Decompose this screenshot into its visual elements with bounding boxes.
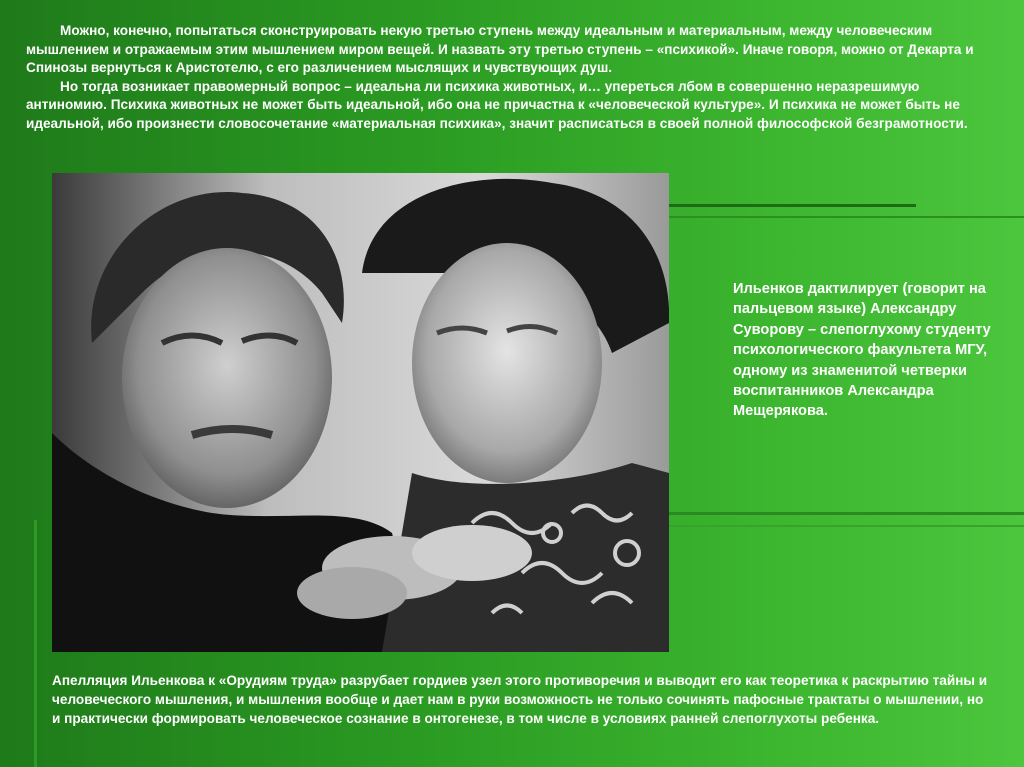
paragraph-2: Но тогда возникает правомерный вопрос – идеальна ли психика животных, и… упереться лбом в совершенно неразрешимую антиномию. Психика животных не может быть идеальной, ибо она не причастна к «человеческой культуре». И психика не может быть не идеальной, ибо произнести словосочетание «материальная психика», значит расписаться в своей полной философской безграмотности. <box>26 78 968 131</box>
photo-caption: Ильенков дактилирует (говорит на пальцевом языке) Александру Суворову – слепоглухому студенту психологического факультета МГУ, одному из знаменитой четверки воспитанников Александра Мещерякова. <box>733 281 991 420</box>
photo <box>52 173 669 652</box>
intro-text <box>26 22 986 134</box>
decor-stripe <box>668 525 1024 527</box>
paragraph-1: Можно, конечно, попытаться сконструировать некую третью ступень между идеальным и материальным, между человеческим мышлением и отражаемым этим мышлением миром вещей. И назвать эту третью ступень – «психикой». Иначе говоря, можно от Декарта и Спинозы вернуться к Аристотелю, с его различением мыслящих и чувствующих душ. <box>26 23 974 76</box>
decor-stripe <box>668 216 1024 218</box>
photo-illustration <box>52 173 669 652</box>
decor-stripe <box>668 204 916 207</box>
decor-stripe <box>668 512 1024 515</box>
conclusion-text: Апелляция Ильенкова к «Орудиям труда» разрубает гордиев узел этого противоречия и выводит его как теоретика к раскрытию тайны и человеческого мышления, и мышления вообще и дает нам в руки возможность не только сочинять пафосные трактаты о мышлении, но и практически формировать человеческое сознание в онтогенезе, в том числе в условиях ранней слепоглухоты ребенка. <box>52 673 988 726</box>
decor-vertical-stripe <box>34 520 37 767</box>
